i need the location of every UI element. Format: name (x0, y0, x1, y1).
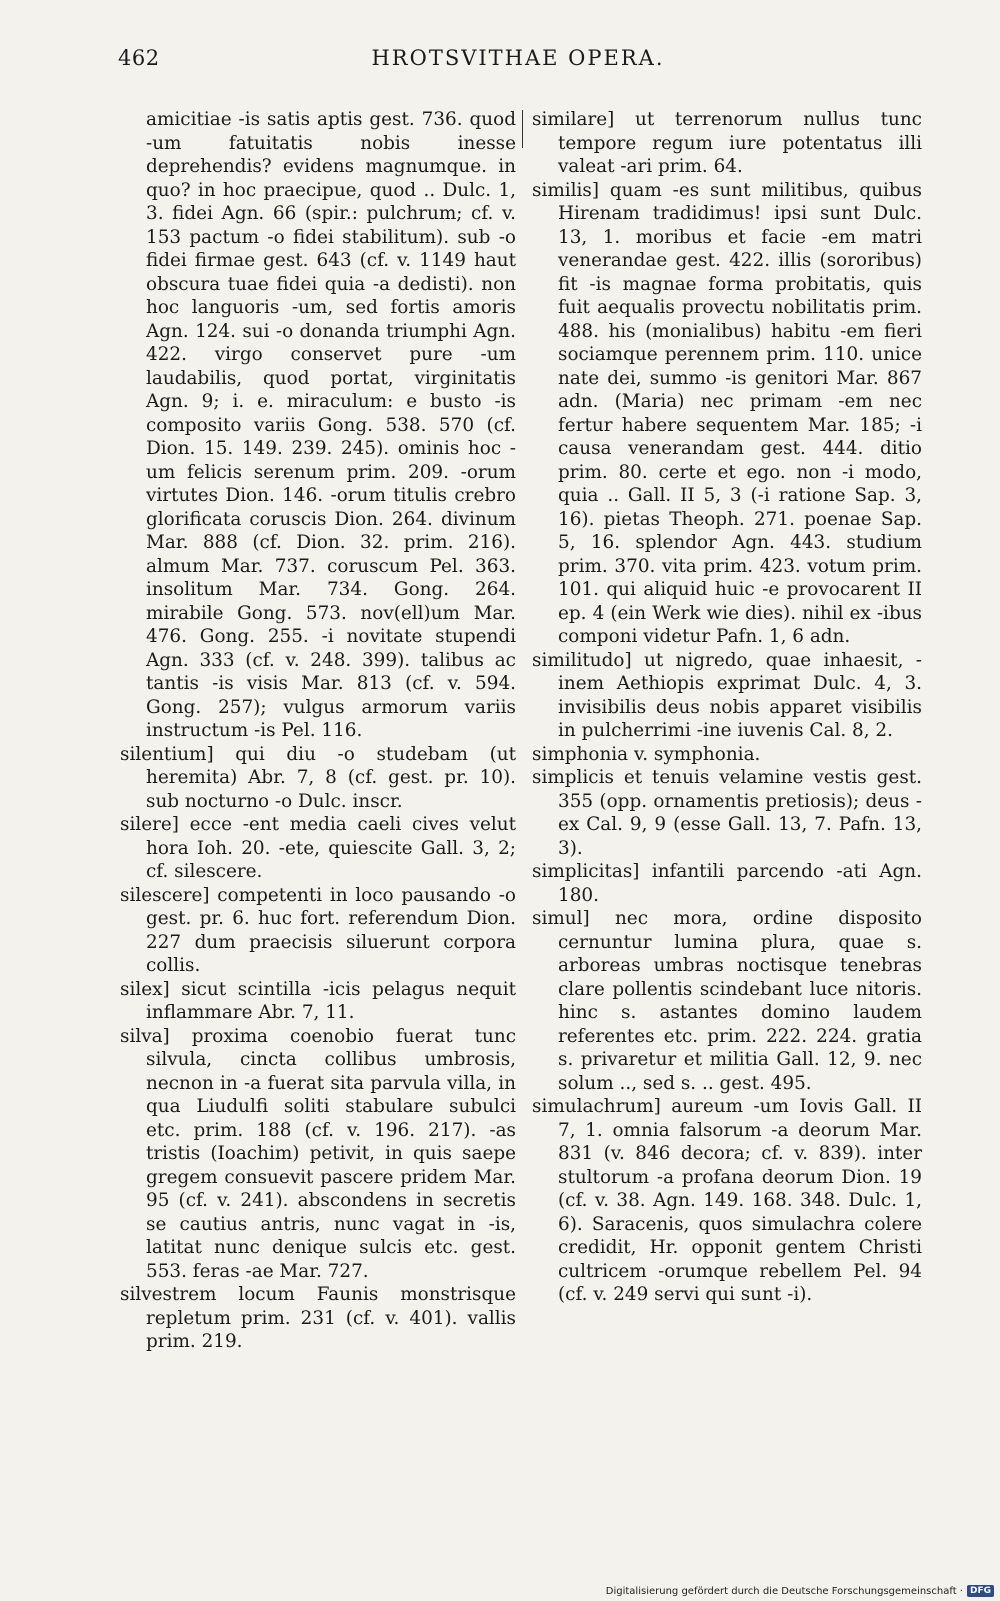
dictionary-entry: similitudo] ut nigredo, quae inhaesit, -inem Aethiopis exprimat Dulc. 4, 3. invisibilis deus nobis apparet visibilis in pulcherrimi -ine iuvenis Cal. 8, 2. (532, 649, 922, 741)
dictionary-entry: silere] ecce -ent media caeli cives velut hora Ioh. 20. -ete, quiescite Gall. 3, 2; cf. silescere. (120, 814, 516, 882)
dictionary-entry: silva] proxima coenobio fuerat tunc silvula, cincta collibus umbrosis, necnon in -a fuerat sita parvula villa, in qua Liudulfi soliti stabulare subulci etc. prim. 188 (cf. v. 196. 217). -as tristis (Ioachim) petivit, in quis saepe gregem consuevit pascere pridem Mar. 95 (cf. v. 241). abscondens in secretis se cautius antris, nunc vagat in -is, latitat nunc denique sulcis etc. gest. 553. feras -ae Mar. 727. (120, 1025, 516, 1282)
dictionary-entry: simulachrum] aureum -um Iovis Gall. II 7, 1. omnia falsorum -a deorum Mar. 831 (v. 846 decora; cf. v. 839). inter stultorum -a profana deorum Dion. 19 (cf. v. 38. Agn. 149. 168. 348. Dulc. 1, 6). Saracenis, quos simulachra colere credidit, Hr. opponit gentem Christi cultricem -orumque rebellem Pel. 94 (cf. v. 249 servi qui sunt -i). (532, 1096, 922, 1305)
left-column (120, 108, 516, 1354)
dictionary-entry: silex] sicut scintilla -icis pelagus nequit inflammare Abr. 7, 11. (120, 978, 516, 1023)
dictionary-entry: simphonia v. symphonia. (532, 743, 761, 765)
dfg-logo: DFG (967, 1585, 994, 1597)
column-divider (522, 110, 523, 148)
dictionary-entry: simplicis et tenuis velamine vestis gest. 355 (opp. ornamentis pretiosis); deus -ex Cal. 9, 9 (esse Gall. 13, 7. Pafn. 13, 3). (532, 767, 922, 859)
dictionary-entry: silescere] competenti in loco pausando -o gest. pr. 6. huc fort. referendum Dion. 227 dum praecisis siluerunt corpora collis. (120, 884, 516, 976)
page-number: 462 (118, 46, 160, 70)
dictionary-entry: similis] quam -es sunt militibus, quibus Hirenam tradidimus! ipsi sunt Dulc. 13, 1. moribus et facie -em matri venerandae gest. 422. illis (sororibus) fit -is magnae forma probitatis, quis fuit aequalis provectu nobilitatis prim. 488. his (monialibus) habitu -em fieri sociamque perennem prim. 110. unice nate dei, summo -is genitori Mar. 867 adn. (Maria) nec primam -em nec fertur habere sequentem Mar. 185; -i causa venerandam gest. 444. ditio prim. 80. certe et ego. non -i modo, quia .. Gall. II 5, 3 (-i ratione Sap. 3, 16). pietas Theoph. 271. poenae Sap. 5, 16. splendor Agn. 443. studium prim. 370. vita prim. 423. votum prim. 101. qui aliquid huic -e provocarent II ep. 4 (ein Werk wie dies). nihil ex -ibus componi videtur Pafn. 1, 6 adn. (532, 179, 922, 647)
right-column (532, 108, 922, 1307)
running-header (118, 46, 918, 74)
footer-credit: Digitalisierung gefördert durch die Deutsche Forschungsgemeinschaft · (605, 1585, 963, 1597)
running-title: HROTSVITHAE OPERA. (371, 46, 665, 70)
dictionary-entry: simul] nec mora, ordine disposito cernuntur lumina plura, quae s. arboreas umbras noctisque tenebras clare pollentis scindebant luce nitoris. hinc s. astantes domino laudem referentes etc. prim. 222. 224. gratia s. privaretur et militia Gall. 12, 9. nec solum .., sed s. .. gest. 495. (532, 908, 922, 1094)
dictionary-entry: similare] ut terrenorum nullus tunc tempore regum iure potentatus illi valeat -ari prim. 64. (532, 109, 922, 177)
dictionary-entry: simplicitas] infantili parcendo -ati Agn. 180. (532, 861, 922, 906)
dictionary-entry: silvestrem locum Faunis monstrisque repletum prim. 231 (cf. v. 401). vallis prim. 219. (120, 1284, 516, 1352)
dictionary-entry: amicitiae -is satis aptis gest. 736. quod -um fatuitatis nobis inesse deprehendis? evidens magnumque. in quo? in hoc praecipue, quod .. Dulc. 1, 3. fidei Agn. 66 (spir.: pulchrum; cf. v. 153 pactum -o fidei stabilitum). sub -o fidei firmae gest. 643 (cf. v. 1149 haut obscura tuae fidei quia -a dedisti). non hoc languoris -um, sed fortis amoris Agn. 124. sui -o donanda triumphi Agn. 422. virgo conservet pure -um laudabilis, quod portat, virginitatis Agn. 9; i. e. miraculum: e busto -is composito variis Gong. 538. 570 (cf. Dion. 15. 149. 239. 245). ominis hoc -um felicis serenum prim. 209. -orum virtutes Dion. 146. -orum titulis crebro glorificata coruscis Dion. 264. divinum Mar. 888 (cf. Dion. 32. prim. 216). almum Mar. 737. coruscum Pel. 363. insolitum Mar. 734. Gong. 264. mirabile Gong. 573. nov(ell)um Mar. 476. Gong. 255. -i novitate stupendi Agn. 333 (cf. v. 248. 399). talibus ac tantis -is visis Mar. 813 (cf. v. 594. Gong. 257); vulgus armorum variis instructum -is Pel. 116. (146, 109, 516, 741)
dictionary-entry: silentium] qui diu -o studebam (ut heremita) Abr. 7, 8 (cf. gest. pr. 10). sub nocturno -o Dulc. inscr. (120, 743, 516, 812)
footer (606, 1585, 994, 1597)
